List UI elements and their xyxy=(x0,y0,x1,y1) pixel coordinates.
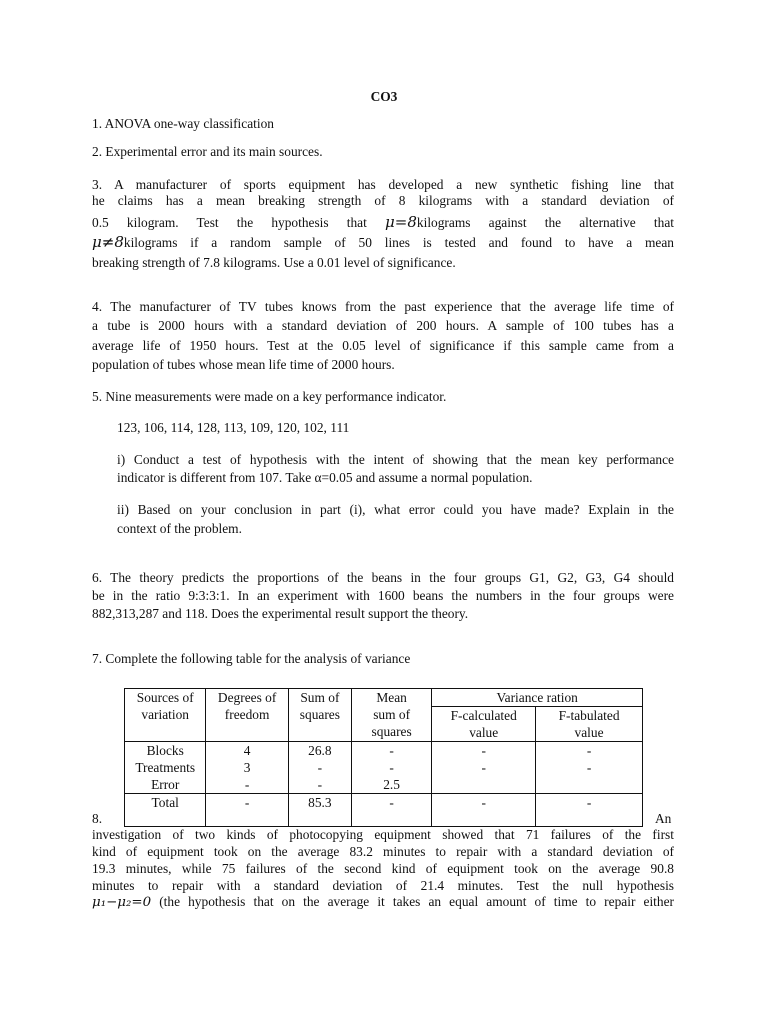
question-2: 2. Experimental error and its main sources. xyxy=(92,144,323,159)
cell-text: Error xyxy=(151,777,180,792)
cell-text: Blocks xyxy=(146,743,184,758)
header-variance-ratio: Variance ration xyxy=(432,689,643,707)
header-source xyxy=(125,689,206,742)
cell-text: - xyxy=(586,743,592,758)
header-ft-text: F-tabulated xyxy=(558,708,620,723)
question-3-text: kilograms against the alternative that xyxy=(416,215,674,230)
header-ms-text: Mean xyxy=(376,690,407,705)
question-8-line-3: 19.3 minutes, while 75 failures of the second kind of equipment took on the average 90.8 xyxy=(92,861,674,876)
question-3-text: kilograms if a random sample of 50 lines is tested and found to have a mean xyxy=(123,235,674,250)
question-7-line-1: 7. Complete the following table for the analysis of variance xyxy=(92,651,411,666)
header-fc-text: value xyxy=(469,725,499,740)
page-title: CO3 xyxy=(370,89,398,104)
question-8-number: 8. xyxy=(92,811,103,826)
header-ms-text: squares xyxy=(371,724,412,739)
cell-text: - xyxy=(317,777,323,792)
question-3-line-4 xyxy=(92,233,674,251)
cell-text: 26.8 xyxy=(308,743,332,758)
total-source: Total xyxy=(125,794,206,827)
question-8-text: (the hypothesis that on the average it takes an equal amount of time to repair either xyxy=(159,894,674,909)
question-6-line-3: 882,313,287 and 118. Does the experimental result support the theory. xyxy=(92,606,469,621)
ss-cell xyxy=(288,742,351,794)
ms-cell xyxy=(351,742,431,794)
question-3-line-5: breaking strength of 7.8 kilograms. Use a 0.01 level of significance. xyxy=(92,255,456,270)
question-5-i-line-2: indicator is different from 107. Take α=0.05 and assume a normal population. xyxy=(117,470,533,485)
fc-cell xyxy=(432,742,536,794)
question-3-line-2: he claims has a mean breaking strength of 8 kilograms with a standard deviation of xyxy=(92,193,674,208)
question-4-line-4: population of tubes whose mean life time of 2000 hours. xyxy=(92,357,395,372)
total-ss: 85.3 xyxy=(288,794,351,827)
table-body-row xyxy=(125,742,643,794)
cell-text: - xyxy=(244,777,250,792)
header-ss-text: Sum of xyxy=(300,690,340,705)
header-ft-text: value xyxy=(574,725,604,740)
cell-text: - xyxy=(481,760,486,775)
question-3-line-3 xyxy=(92,213,674,231)
question-1: 1. ANOVA one-way classification xyxy=(92,116,274,131)
header-fc-text: F-calculated xyxy=(450,708,517,723)
header-f-tabulated xyxy=(536,707,643,742)
hypothesis-math: μ=8 xyxy=(385,213,417,231)
source-cell xyxy=(125,742,206,794)
question-6-line-2: be in the ratio 9:3:3:1. In an experiment with 1600 beans the numbers in the four groups were xyxy=(92,588,674,603)
ft-cell xyxy=(536,742,643,794)
cell-text: - xyxy=(317,760,323,775)
table-total-row xyxy=(125,794,643,827)
anova-table xyxy=(124,688,643,827)
question-8-line-1: investigation of two kinds of photocopying equipment showed that 71 failures of the first xyxy=(92,827,674,842)
cell-text: 4 xyxy=(243,743,251,758)
question-8-line-2: kind of equipment took on the average 83.2 minutes to repair with a standard deviation of xyxy=(92,844,674,859)
cell-text: - xyxy=(481,743,486,758)
header-ss xyxy=(288,689,351,742)
question-5-ii-line-1: ii) Based on your conclusion in part (i), what error could you have made? Explain in the xyxy=(117,502,674,517)
question-4-line-1: 4. The manufacturer of TV tubes knows from the past experience that the average life time of xyxy=(92,299,674,314)
total-fc: - xyxy=(432,794,536,827)
header-source-text: Sources of xyxy=(136,690,194,705)
cell-text: 3 xyxy=(243,760,251,775)
question-3-text: 0.5 kilogram. Test the hypothesis that xyxy=(92,215,367,230)
alternative-math: μ≠8 xyxy=(92,233,124,251)
question-5-ii-line-2: context of the problem. xyxy=(117,521,242,536)
cell-text: Treatments xyxy=(135,760,196,775)
header-df xyxy=(206,689,288,742)
question-5-data: 123, 106, 114, 128, 113, 109, 120, 102, 111 xyxy=(117,420,350,435)
header-ms xyxy=(351,689,431,742)
table-header-row xyxy=(125,689,643,707)
total-ft: - xyxy=(536,794,643,827)
cell-text: 2.5 xyxy=(383,777,400,792)
total-ms: - xyxy=(351,794,431,827)
header-ms-text: sum of xyxy=(373,707,411,722)
question-4-line-2: a tube is 2000 hours with a standard deviation of 200 hours. A sample of 100 tubes has a xyxy=(92,318,674,333)
question-5-line-1: 5. Nine measurements were made on a key performance indicator. xyxy=(92,389,447,404)
cell-text: - xyxy=(389,760,394,775)
question-8-line-4: minutes to repair with a standard deviation of 21.4 minutes. Test the null hypothesis xyxy=(92,878,674,893)
header-df-text: freedom xyxy=(224,707,270,722)
total-df: - xyxy=(206,794,288,827)
header-source-text: variation xyxy=(141,707,189,722)
question-8-line-5 xyxy=(92,894,674,910)
question-5-i-line-1: i) Conduct a test of hypothesis with the intent of showing that the mean key performance xyxy=(117,452,674,467)
header-ss-text: squares xyxy=(299,707,340,722)
header-f-calculated xyxy=(432,707,536,742)
question-6-line-1: 6. The theory predicts the proportions of the beans in the four groups G1, G2, G3, G4 should xyxy=(92,570,674,585)
cell-text: - xyxy=(586,760,592,775)
question-4-line-3: average life of 1950 hours. Test at the 0.05 level of significance if this sample came from a xyxy=(92,338,674,353)
cell-text: - xyxy=(389,743,394,758)
question-3-line-1: 3. A manufacturer of sports equipment has developed a new synthetic fishing line that xyxy=(92,177,674,192)
question-8-first-word: An xyxy=(655,811,672,826)
null-hypothesis-math: μ₁−μ₂=0 xyxy=(92,895,152,910)
header-df-text: Degrees of xyxy=(217,690,277,705)
df-cell xyxy=(206,742,288,794)
